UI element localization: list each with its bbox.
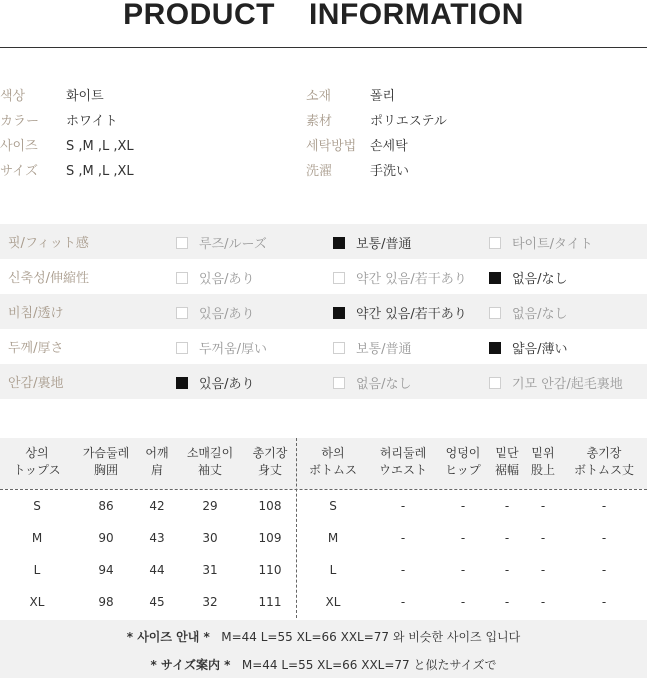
column-header bbox=[303, 445, 363, 479]
attribute-label: 비침/透け bbox=[8, 306, 64, 321]
info-row bbox=[0, 84, 134, 109]
column-header bbox=[178, 445, 242, 479]
column-header-japanese: 胸囲 bbox=[93, 463, 118, 477]
table-cell: - bbox=[504, 531, 510, 545]
attribute-option-label: 없음/なし bbox=[512, 272, 568, 287]
attribute-option-label: 기모 안감/起毛裏地 bbox=[512, 377, 623, 392]
info-row bbox=[306, 109, 447, 134]
table-cell: - bbox=[601, 563, 607, 577]
attribute-option bbox=[489, 303, 568, 322]
table-cell: - bbox=[504, 595, 510, 609]
table-cell: 44 bbox=[149, 563, 165, 577]
column-header-korean: 밑위 bbox=[531, 446, 555, 460]
table-row bbox=[0, 563, 647, 583]
table-cell: - bbox=[460, 595, 466, 609]
unchecked-box-icon bbox=[489, 237, 501, 249]
column-header-japanese: ウエスト bbox=[378, 463, 427, 477]
attribute-option-label: 타이트/タイト bbox=[512, 237, 593, 252]
table-cell: - bbox=[601, 531, 607, 545]
info-label: 洗濯 bbox=[306, 164, 333, 179]
attribute-option-label: 있음/あり bbox=[199, 377, 255, 392]
table-cell: - bbox=[400, 531, 406, 545]
table-cell: - bbox=[400, 563, 406, 577]
column-header-korean: 어깨 bbox=[145, 446, 169, 460]
column-header bbox=[490, 445, 524, 479]
unchecked-box-icon bbox=[333, 272, 345, 284]
attribute-row bbox=[0, 224, 647, 259]
table-cell: - bbox=[601, 595, 607, 609]
size-note-japanese bbox=[0, 656, 647, 673]
table-cell: - bbox=[601, 499, 607, 513]
column-header-korean: 상의 bbox=[25, 446, 49, 460]
attribute-label: 핏/フィット感 bbox=[8, 236, 89, 251]
table-row bbox=[0, 595, 647, 615]
column-header-korean: 총기장 bbox=[252, 446, 288, 460]
column-header bbox=[526, 445, 560, 479]
attribute-option bbox=[176, 303, 255, 322]
size-guide-note bbox=[0, 620, 647, 678]
table-cell: - bbox=[540, 531, 546, 545]
size-table-header bbox=[0, 438, 647, 489]
column-header-japanese: 裾幅 bbox=[494, 463, 519, 477]
column-header-korean: 하의 bbox=[321, 446, 345, 460]
column-header-korean: 가슴둘레 bbox=[82, 446, 130, 460]
table-cell: 108 bbox=[258, 499, 282, 513]
header-divider bbox=[0, 489, 647, 490]
info-label: 소재 bbox=[306, 89, 332, 104]
table-cell: 45 bbox=[149, 595, 165, 609]
table-cell: 29 bbox=[202, 499, 218, 513]
attribute-option-label: 있음/あり bbox=[199, 307, 255, 322]
top-bottom-divider bbox=[296, 438, 297, 618]
checked-box-icon bbox=[333, 307, 345, 319]
attribute-option bbox=[489, 338, 568, 357]
table-cell: - bbox=[540, 563, 546, 577]
attribute-option bbox=[176, 233, 267, 252]
column-header-korean: 허리둘레 bbox=[379, 446, 427, 460]
column-header bbox=[244, 445, 296, 479]
table-row bbox=[0, 531, 647, 551]
column-header-japanese: ボトムス bbox=[308, 463, 357, 477]
column-header-japanese: 袖丈 bbox=[197, 463, 222, 477]
table-cell: 42 bbox=[149, 499, 165, 513]
info-label: 색상 bbox=[0, 89, 26, 104]
size-note-text: M=44 L=55 XL=66 XXL=77 と似たサイズで bbox=[241, 658, 497, 672]
table-cell: 109 bbox=[258, 531, 282, 545]
unchecked-box-icon bbox=[176, 272, 188, 284]
info-value: ホワイト bbox=[66, 114, 118, 129]
size-note-label: * 사이즈 안내 * bbox=[126, 630, 210, 644]
info-value: S ,M ,L ,XL bbox=[66, 164, 134, 179]
attribute-option-label: 보통/普通 bbox=[356, 237, 412, 252]
attribute-option bbox=[333, 338, 412, 357]
title-word-product: PRODUCT bbox=[123, 0, 275, 31]
table-cell: XL bbox=[29, 595, 45, 609]
attribute-row bbox=[0, 294, 647, 329]
table-cell: 86 bbox=[98, 499, 114, 513]
info-row bbox=[0, 134, 134, 159]
unchecked-box-icon bbox=[176, 237, 188, 249]
attribute-option bbox=[489, 233, 593, 252]
column-header bbox=[566, 445, 642, 479]
attribute-option-label: 약간 있음/若干あり bbox=[356, 272, 467, 287]
table-row bbox=[0, 499, 647, 519]
table-cell: M bbox=[327, 531, 339, 545]
attribute-table bbox=[0, 224, 647, 399]
column-header-korean: 소매길이 bbox=[186, 446, 234, 460]
info-label: カラー bbox=[0, 114, 40, 129]
column-header-japanese: ヒップ bbox=[445, 463, 481, 477]
table-cell: 43 bbox=[149, 531, 165, 545]
attribute-option-label: 보통/普通 bbox=[356, 342, 412, 357]
unchecked-box-icon bbox=[333, 377, 345, 389]
size-note-korean bbox=[0, 628, 647, 645]
attribute-option bbox=[176, 373, 255, 392]
table-cell: - bbox=[400, 595, 406, 609]
unchecked-box-icon bbox=[489, 377, 501, 389]
attribute-option bbox=[176, 268, 255, 287]
info-right-column bbox=[306, 84, 447, 184]
table-cell: - bbox=[400, 499, 406, 513]
column-header-japanese: トップス bbox=[13, 463, 61, 477]
table-cell: XL bbox=[325, 595, 341, 609]
column-header-korean: 밑단 bbox=[495, 446, 519, 460]
info-value: 화이트 bbox=[66, 89, 104, 104]
column-header-japanese: 身丈 bbox=[257, 463, 282, 477]
table-cell: - bbox=[504, 563, 510, 577]
table-cell: - bbox=[540, 595, 546, 609]
table-cell: 32 bbox=[202, 595, 218, 609]
attribute-option bbox=[489, 268, 568, 287]
attribute-option bbox=[333, 233, 412, 252]
info-value: S ,M ,L ,XL bbox=[66, 139, 134, 154]
table-cell: - bbox=[504, 499, 510, 513]
unchecked-box-icon bbox=[176, 342, 188, 354]
column-header bbox=[368, 445, 438, 479]
table-cell: - bbox=[460, 563, 466, 577]
table-cell: S bbox=[33, 499, 41, 513]
info-label: サイズ bbox=[0, 164, 38, 179]
table-cell: 98 bbox=[98, 595, 114, 609]
info-label: 素材 bbox=[306, 114, 333, 129]
table-cell: - bbox=[460, 531, 466, 545]
attribute-label: 두께/厚さ bbox=[8, 341, 64, 356]
table-cell: - bbox=[540, 499, 546, 513]
column-header-japanese: ボトムス丈 bbox=[573, 463, 634, 477]
info-value: 手洗い bbox=[370, 164, 410, 179]
size-note-label: * サイズ案内 * bbox=[150, 658, 231, 672]
table-cell: L bbox=[329, 563, 337, 577]
column-header bbox=[76, 445, 136, 479]
attribute-label: 안감/裏地 bbox=[8, 376, 64, 391]
checked-box-icon bbox=[489, 272, 501, 284]
table-cell: 111 bbox=[258, 595, 282, 609]
column-header-korean: 엉덩이 bbox=[445, 446, 481, 460]
attribute-row bbox=[0, 364, 647, 399]
table-cell: M bbox=[31, 531, 43, 545]
info-row bbox=[0, 109, 134, 134]
table-cell: 31 bbox=[202, 563, 218, 577]
table-cell: S bbox=[329, 499, 337, 513]
unchecked-box-icon bbox=[333, 342, 345, 354]
table-cell: L bbox=[33, 563, 41, 577]
attribute-option-label: 약간 있음/若干あり bbox=[356, 307, 467, 322]
checked-box-icon bbox=[176, 377, 188, 389]
attribute-option bbox=[176, 338, 267, 357]
size-note-text: M=44 L=55 XL=66 XXL=77 와 비슷한 사이즈 입니다 bbox=[221, 630, 521, 644]
attribute-row bbox=[0, 329, 647, 364]
title-word-information: INFORMATION bbox=[308, 0, 524, 31]
column-header bbox=[2, 445, 72, 479]
info-value: 손세탁 bbox=[370, 139, 408, 154]
attribute-option-label: 없음/なし bbox=[356, 377, 412, 392]
attribute-row bbox=[0, 259, 647, 294]
attribute-option-label: 없음/なし bbox=[512, 307, 568, 322]
unchecked-box-icon bbox=[176, 307, 188, 319]
info-row bbox=[0, 159, 134, 184]
attribute-option-label: 있음/あり bbox=[199, 272, 255, 287]
attribute-option-label: 두꺼움/厚い bbox=[199, 342, 268, 357]
checked-box-icon bbox=[333, 237, 345, 249]
info-label: 사이즈 bbox=[0, 139, 38, 154]
size-table bbox=[0, 438, 647, 678]
attribute-option bbox=[333, 268, 467, 287]
table-cell: 94 bbox=[98, 563, 114, 577]
checked-box-icon bbox=[489, 342, 501, 354]
title-divider bbox=[0, 47, 647, 48]
column-header-korean: 총기장 bbox=[586, 446, 622, 460]
info-row bbox=[306, 84, 447, 109]
table-cell: - bbox=[460, 499, 466, 513]
attribute-option bbox=[333, 373, 412, 392]
column-header bbox=[137, 445, 177, 479]
attribute-option-label: 얇음/薄い bbox=[512, 342, 568, 357]
page-title bbox=[0, 0, 647, 40]
column-header bbox=[438, 445, 488, 479]
attribute-option bbox=[333, 303, 467, 322]
attribute-label: 신축성/伸縮性 bbox=[8, 271, 90, 286]
info-row bbox=[306, 134, 447, 159]
info-label: 세탁방법 bbox=[306, 139, 357, 154]
info-value: 폴리 bbox=[370, 89, 396, 104]
info-row bbox=[306, 159, 447, 184]
table-cell: 90 bbox=[98, 531, 114, 545]
column-header-japanese: 肩 bbox=[150, 463, 163, 477]
column-header-japanese: 股上 bbox=[530, 463, 555, 477]
attribute-option bbox=[489, 373, 623, 392]
unchecked-box-icon bbox=[489, 307, 501, 319]
attribute-option-label: 루즈/ルーズ bbox=[199, 237, 267, 252]
table-cell: 30 bbox=[202, 531, 218, 545]
info-value: ポリエステル bbox=[370, 114, 447, 129]
table-cell: 110 bbox=[258, 563, 282, 577]
info-left-column bbox=[0, 84, 134, 184]
